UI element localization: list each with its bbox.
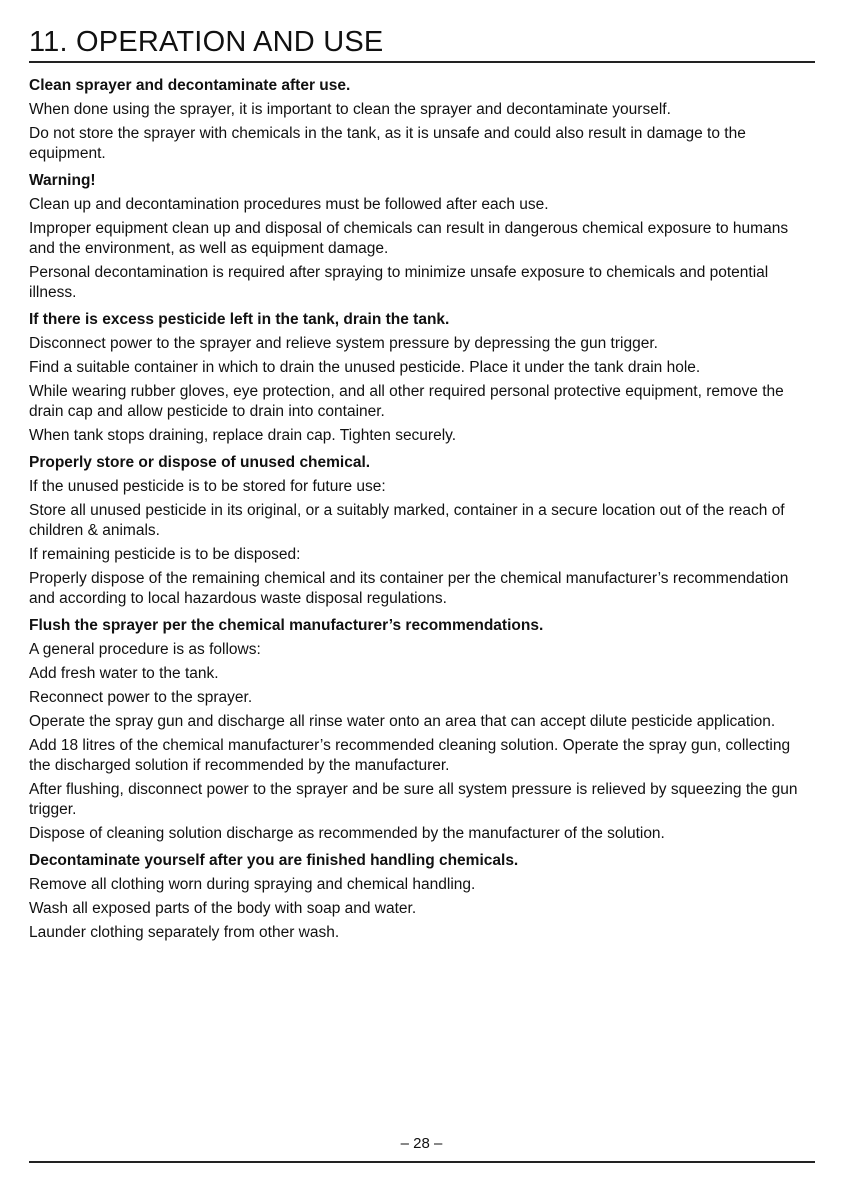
- section-heading: Clean sprayer and decontaminate after use.: [29, 77, 351, 94]
- paragraph: Wash all exposed parts of the body with soap and water.: [29, 900, 417, 917]
- paragraph: Add fresh water to the tank.: [29, 665, 219, 682]
- paragraph: Launder clothing separately from other wash.: [29, 924, 340, 941]
- paragraph: Find a suitable container in which to drain the unused pesticide. Place it under the tank drain hole.: [29, 359, 701, 376]
- paragraph: While wearing rubber gloves, eye protection, and all other required personal protective equipment, remove the drain cap and allow pesticide to drain into container.: [29, 383, 784, 420]
- page-title: 11. OPERATION AND USE: [29, 24, 815, 63]
- paragraph: Personal decontamination is required after spraying to minimize unsafe exposure to chemicals and potential illness.: [29, 264, 769, 301]
- section-heading: Flush the sprayer per the chemical manufacturer’s recommendations.: [29, 617, 544, 634]
- paragraph: Operate the spray gun and discharge all rinse water onto an area that can accept dilute pesticide application.: [29, 713, 776, 730]
- paragraph: Add 18 litres of the chemical manufacturer’s recommended cleaning solution. Operate the spray gun, collecting the discharged solution if recommended by the manufacturer.: [29, 737, 791, 774]
- paragraph: Disconnect power to the sprayer and relieve system pressure by depressing the gun trigger.: [29, 335, 658, 352]
- page-number: – 28 –: [400, 1135, 443, 1152]
- section: [29, 453, 815, 609]
- paragraph: If the unused pesticide is to be stored for future use:: [29, 478, 386, 495]
- paragraph: Improper equipment clean up and disposal of chemicals can result in dangerous chemical exposure to humans and the environment, as well as equipment damage.: [29, 220, 789, 257]
- section: [29, 851, 815, 943]
- section-heading: If there is excess pesticide left in the tank, drain the tank.: [29, 311, 450, 328]
- paragraph: Reconnect power to the sprayer.: [29, 689, 253, 706]
- paragraph: A general procedure is as follows:: [29, 641, 261, 658]
- section-heading: Decontaminate yourself after you are finished handling chemicals.: [29, 852, 519, 869]
- paragraph: Remove all clothing worn during spraying and chemical handling.: [29, 876, 476, 893]
- paragraph: Store all unused pesticide in its original, or a suitably marked, container in a secure location out of the reach of children & animals.: [29, 502, 785, 539]
- paragraph: Clean up and decontamination procedures must be followed after each use.: [29, 196, 549, 213]
- paragraph: Do not store the sprayer with chemicals in the tank, as it is unsafe and could also result in damage to the equipment.: [29, 125, 746, 162]
- section: [29, 171, 815, 303]
- paragraph: Properly dispose of the remaining chemical and its container per the chemical manufacturer’s recommendation and according to local hazardous waste disposal regulations.: [29, 570, 789, 607]
- section: [29, 616, 815, 844]
- section: [29, 310, 815, 446]
- section-heading: Properly store or dispose of unused chemical.: [29, 454, 371, 471]
- paragraph: When tank stops draining, replace drain cap. Tighten securely.: [29, 427, 457, 444]
- paragraph: After flushing, disconnect power to the sprayer and be sure all system pressure is relieved by squeezing the gun trigger.: [29, 781, 798, 818]
- paragraph: Dispose of cleaning solution discharge as recommended by the manufacturer of the solution.: [29, 825, 665, 842]
- paragraph: When done using the sprayer, it is important to clean the sprayer and decontaminate yourself.: [29, 101, 671, 118]
- document-body: [29, 76, 815, 950]
- section: [29, 76, 815, 164]
- paragraph: If remaining pesticide is to be disposed:: [29, 546, 301, 563]
- footer-divider: [29, 1161, 815, 1163]
- section-heading: Warning!: [29, 172, 96, 189]
